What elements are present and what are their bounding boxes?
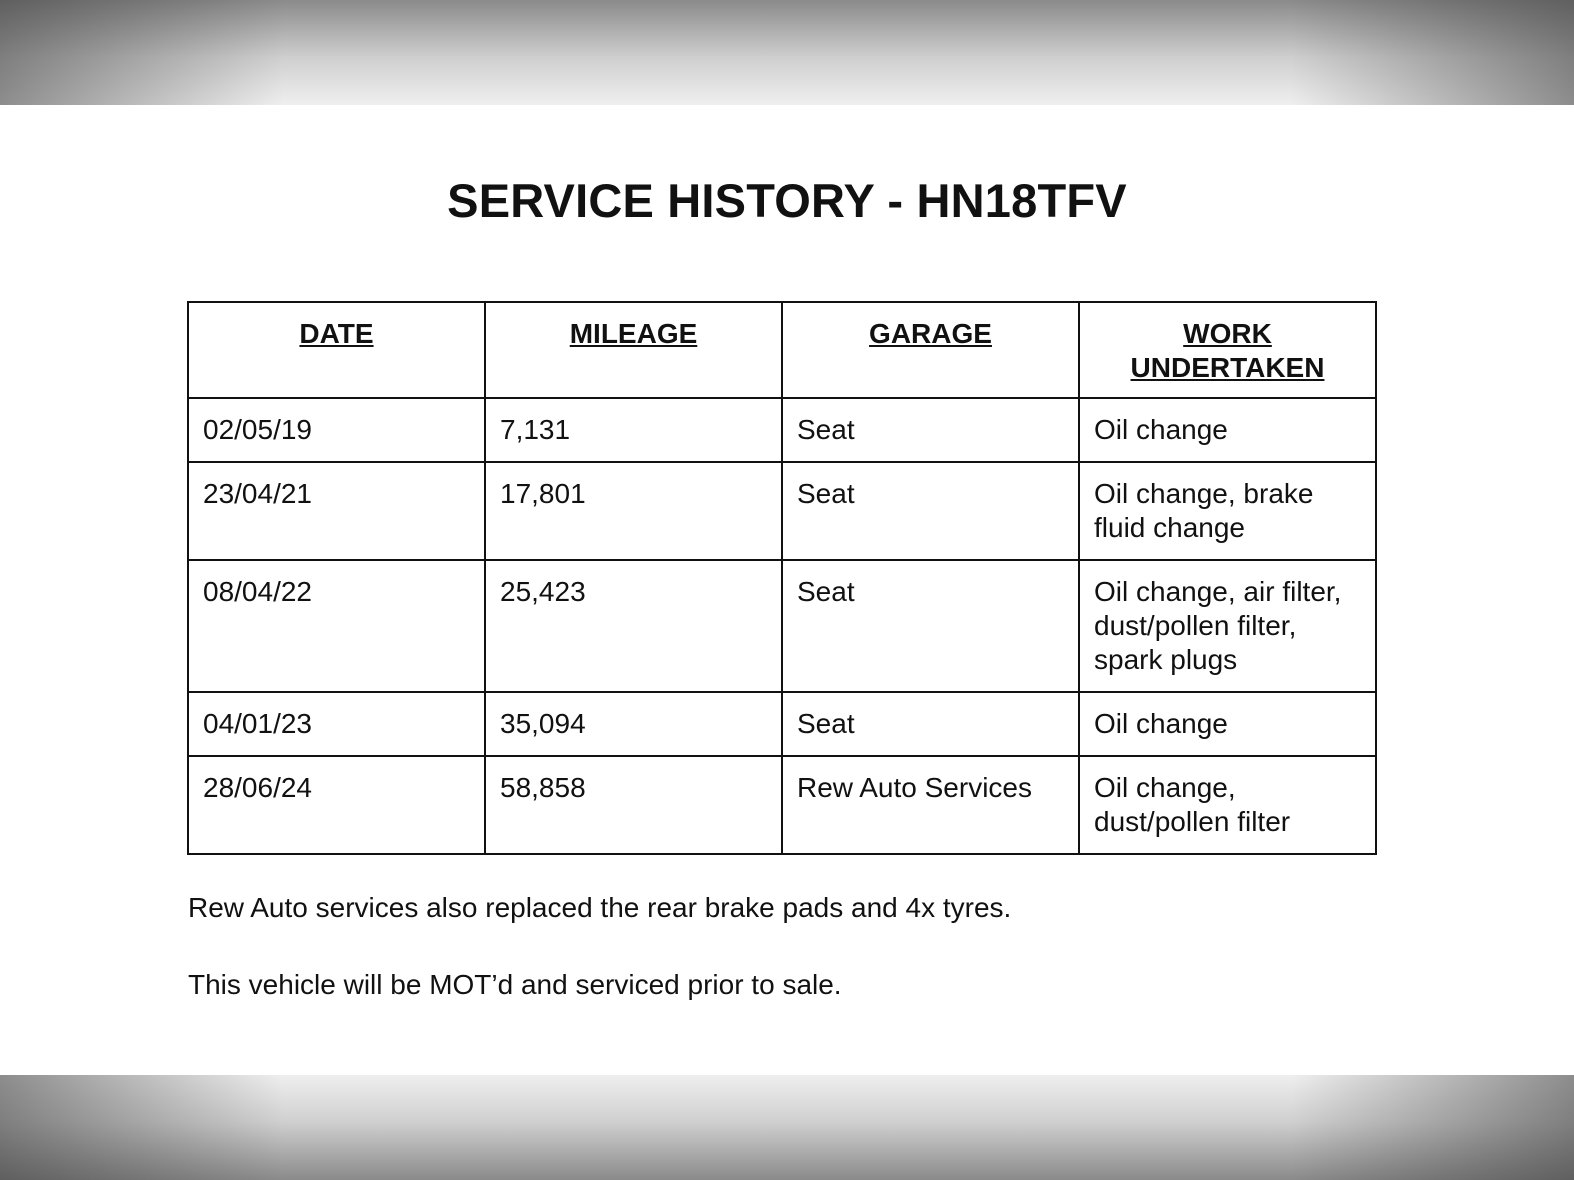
top-shadow-band <box>0 0 1574 105</box>
service-history-table <box>187 301 1377 855</box>
cell-garage: Rew Auto Services <box>782 756 1079 854</box>
table-row <box>188 462 1376 560</box>
page-title: SERVICE HISTORY - HN18TFV <box>447 174 1127 227</box>
header-date: DATE <box>188 302 485 398</box>
note-mot-service: This vehicle will be MOT’d and serviced prior to sale. <box>188 969 842 1000</box>
cell-work: Oil change, dust/pollen filter <box>1079 756 1376 854</box>
document-page <box>0 105 1574 1075</box>
header-mileage: MILEAGE <box>485 302 782 398</box>
table-row <box>188 560 1376 692</box>
cell-work: Oil change <box>1079 692 1376 756</box>
bottom-shadow-band <box>0 1075 1574 1180</box>
cell-work: Oil change, air filter, dust/pollen filter, spark plugs <box>1079 560 1376 692</box>
note-brake-pads-tyres: Rew Auto services also replaced the rear brake pads and 4x tyres. <box>188 892 1012 923</box>
cell-mileage: 7,131 <box>485 398 782 462</box>
cell-garage: Seat <box>782 462 1079 560</box>
cell-date: 02/05/19 <box>188 398 485 462</box>
table-row <box>188 398 1376 462</box>
header-work-undertaken: WORK UNDERTAKEN <box>1079 302 1376 398</box>
cell-date: 23/04/21 <box>188 462 485 560</box>
table-row <box>188 692 1376 756</box>
cell-mileage: 25,423 <box>485 560 782 692</box>
table-row <box>188 756 1376 854</box>
cell-date: 04/01/23 <box>188 692 485 756</box>
header-garage: GARAGE <box>782 302 1079 398</box>
cell-work: Oil change, brake fluid change <box>1079 462 1376 560</box>
cell-garage: Seat <box>782 692 1079 756</box>
cell-garage: Seat <box>782 560 1079 692</box>
cell-date: 08/04/22 <box>188 560 485 692</box>
cell-mileage: 35,094 <box>485 692 782 756</box>
cell-mileage: 17,801 <box>485 462 782 560</box>
table-header-row <box>188 302 1376 398</box>
cell-work: Oil change <box>1079 398 1376 462</box>
cell-date: 28/06/24 <box>188 756 485 854</box>
cell-garage: Seat <box>782 398 1079 462</box>
cell-mileage: 58,858 <box>485 756 782 854</box>
